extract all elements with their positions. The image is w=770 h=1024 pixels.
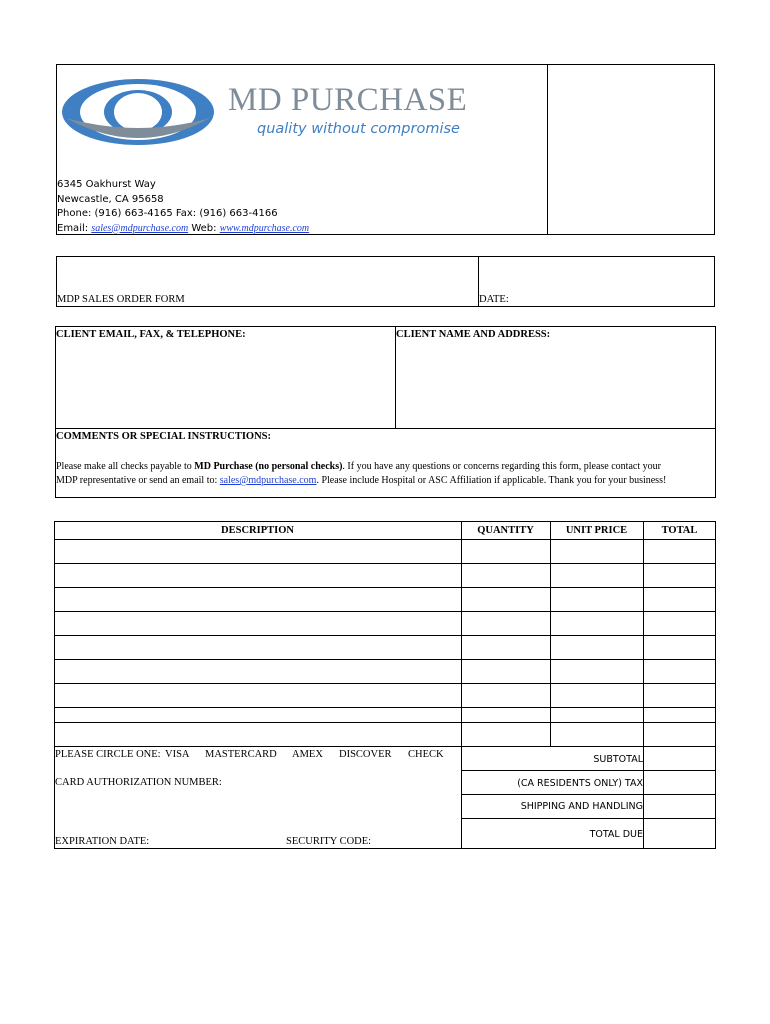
payment-option-mastercard[interactable]: MASTERCARD — [205, 749, 277, 760]
web-label: Web: — [188, 222, 220, 234]
col-total: TOTAL — [661, 525, 698, 536]
total-due-label: TOTAL DUE — [589, 829, 643, 840]
tax-label: (CA RESIDENTS ONLY) TAX — [517, 778, 643, 789]
payment-option-amex[interactable]: AMEX — [292, 749, 323, 760]
date-field[interactable]: DATE: — [479, 294, 509, 305]
no-personal-checks: MD Purchase (no personal checks) — [194, 461, 343, 472]
expiration-field[interactable]: EXPIRATION DATE: — [55, 836, 150, 847]
web-link[interactable]: www.mdpurchase.com — [219, 222, 310, 234]
instructions-email-link[interactable]: sales@mdpurchase.com — [219, 475, 317, 486]
col-unit-price: UNIT PRICE — [565, 525, 628, 536]
address-line1: 6345 Oakhurst Way — [57, 179, 156, 190]
table-row[interactable] — [55, 723, 715, 746]
payment-circle-one — [55, 749, 161, 760]
client-name-field[interactable]: CLIENT NAME AND ADDRESS: — [396, 329, 551, 340]
card-auth-field[interactable]: CARD AUTHORIZATION NUMBER: — [55, 777, 222, 788]
company-tagline: quality without compromise — [257, 121, 460, 137]
table-row[interactable] — [55, 564, 715, 587]
client-contact-field[interactable]: CLIENT EMAIL, FAX, & TELEPHONE: — [56, 329, 246, 340]
tax-value[interactable] — [644, 771, 715, 794]
company-address — [57, 178, 309, 236]
col-description: DESCRIPTION — [221, 525, 294, 536]
instructions-text — [56, 460, 666, 488]
address-line2: Newcastle, CA 95658 — [57, 193, 164, 205]
payment-option-visa[interactable]: VISA — [165, 749, 190, 760]
email-link[interactable]: sales@mdpurchase.com — [91, 222, 189, 234]
table-row[interactable] — [55, 540, 715, 563]
table-row[interactable] — [55, 612, 715, 635]
table-row[interactable] — [55, 708, 715, 722]
email-web-line — [57, 222, 309, 237]
payment-option-discover[interactable]: DISCOVER — [339, 749, 392, 760]
company-name: MD PURCHASE — [228, 82, 468, 118]
phone-fax: Phone: (916) 663-4165 Fax: (916) 663-4166 — [57, 208, 278, 219]
table-row[interactable] — [55, 588, 715, 611]
form-title: MDP SALES ORDER FORM — [57, 294, 185, 305]
email-label: Email: — [57, 222, 92, 234]
security-code-field[interactable]: SECURITY CODE: — [286, 836, 372, 847]
subtotal-label: SUBTOTAL — [593, 754, 643, 765]
total-due-value[interactable] — [644, 819, 715, 848]
comments-separator — [55, 428, 716, 429]
payment-option-check[interactable]: CHECK — [408, 749, 444, 760]
subtotal-value[interactable] — [644, 747, 715, 770]
table-row[interactable] — [55, 660, 715, 683]
comments-field[interactable]: COMMENTS OR SPECIAL INSTRUCTIONS: — [56, 431, 271, 442]
table-row[interactable] — [55, 684, 715, 707]
circle-one-label: PLEASE CIRCLE ONE: — [55, 749, 161, 760]
col-quantity: QUANTITY — [477, 525, 534, 536]
client-divider — [395, 326, 396, 429]
header-divider — [547, 64, 548, 235]
instructions-line2: MDP representative or send an email to: sales@mdpurchase.com. Please include Hospital or ASC Affiliation if applicable. Thank you for your business! — [56, 475, 667, 486]
instructions-line1: Please make all checks payable to MD Purchase (no personal checks). If you have any questions or concerns regarding this form, please contact your — [56, 461, 661, 472]
table-row[interactable] — [55, 636, 715, 659]
shipping-label: SHIPPING AND HANDLING — [520, 801, 643, 812]
shipping-value[interactable] — [644, 795, 715, 818]
company-logo — [58, 74, 218, 150]
